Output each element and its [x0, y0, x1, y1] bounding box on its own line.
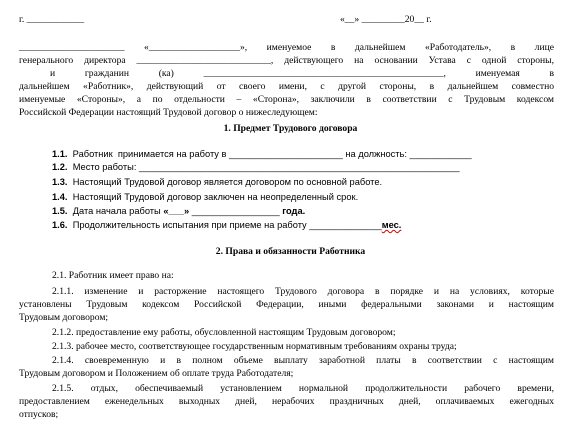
preamble-line-1-text: «___________________», именуемое в дальнейшем «Работодатель», в лице — [144, 42, 554, 53]
clause-2-1-4-line-2: Трудовым договором и Положением об оплате труда Работодателя; — [19, 368, 294, 379]
clause-2-1-2: 2.1.2. предоставление ему работы, обусловленной настоящим Трудовым договором; — [52, 327, 396, 338]
clause-2-1-3: 2.1.3. рабочее место, соответствующее государственным нормативным требованиям охраны труда; — [52, 341, 457, 352]
clause-1-4 — [52, 191, 358, 204]
clause-2-1-4-line-1: 2.1.4. своевременную и в полном объеме выплату заработной платы в соответствии с настоящим — [52, 355, 554, 366]
clause-number: 1.5. — [52, 206, 68, 216]
clause-number: 1.1. — [52, 149, 68, 159]
start-day-blank: «___» — [163, 206, 190, 216]
clause-text: Продолжительность испытания при приеме на работу ______________ — [72, 220, 382, 230]
clause-2-1-1-line-3: Трудовым договором; — [19, 312, 109, 323]
preamble-line-3 — [50, 68, 554, 81]
clause-text: Место работы: ______________________________________________________________ — [72, 162, 460, 172]
clause-2-1-5-line-1: 2.1.5. отдых, обеспечиваемый установлением нормальной продолжительности рабочего времени, — [52, 383, 554, 394]
citizen-name-blank: __________________________________________________, — [203, 68, 446, 79]
clause-text: Работник принимается на работу в ______________________ на должность: ____________ — [67, 149, 472, 159]
citizen-label: и гражданин (ка) — [50, 68, 174, 79]
date-field: «__» _________20__ г. — [340, 14, 432, 25]
section-1-title: 1. Предмет Трудового договора — [223, 123, 358, 134]
start-month-blank: _________________ — [189, 206, 283, 216]
months-word: мес. — [381, 220, 402, 230]
preamble-line-4: дальнейшем «Работник», действующий от своего имени, с другой стороны, в дальнейшем совместно — [19, 81, 554, 92]
preamble-line-3-end: именуемая в — [475, 68, 554, 79]
clause-number: 1.4. — [52, 192, 68, 202]
section-2-title: 2. Права и обязанности Работника — [215, 246, 366, 257]
preamble-line-2: генерального директора ____________________________, действующего на основании Устава с одной стороны, — [19, 55, 554, 66]
clause-2-1-1-line-1: 2.1.1. изменение и расторжение настоящего Трудового договора в порядке и на условиях, которые — [52, 286, 554, 297]
clause-number: 1.3. — [52, 177, 68, 187]
clause-number: 1.6. — [52, 220, 68, 230]
clause-text: Дата начала работы — [72, 206, 164, 216]
clause-text: Настоящий Трудовой договор является договором по основной работе. — [72, 177, 383, 187]
clause-1-2 — [52, 161, 460, 174]
clause-1-1 — [52, 148, 472, 161]
clause-2-1-5-line-3: отпусков; — [19, 409, 59, 420]
clause-1-6 — [52, 219, 401, 232]
employer-name-blank: ______________________ — [19, 42, 125, 53]
clause-1-5 — [52, 205, 305, 218]
clause-2-1-1-line-2: установлены Трудовым кодексом Российской Федерации, иными федеральными законами и настоящим — [19, 299, 554, 310]
year-word: года. — [282, 206, 306, 216]
clause-2-1-5-line-2: предоставлением еженедельных выходных дней, нерабочих праздничных дней, оплачиваемых ежегодных — [19, 396, 554, 407]
preamble-line-6: Российской Федерации настоящий Трудовой договор о нижеследующем: — [19, 107, 318, 118]
preamble-line-1 — [19, 42, 554, 55]
clause-text: Настоящий Трудовой договор заключен на неопределенный срок. — [72, 192, 359, 202]
clause-2-1: 2.1. Работник имеет право на: — [52, 270, 174, 281]
city-field: г. ____________ — [19, 14, 85, 25]
preamble-line-5: именуемые «Стороны», а по отдельности – «Сторона», заключили в соответствии с Трудовым кодексом — [19, 94, 554, 105]
clause-1-3 — [52, 176, 382, 189]
clause-number: 1.2. — [52, 162, 68, 172]
